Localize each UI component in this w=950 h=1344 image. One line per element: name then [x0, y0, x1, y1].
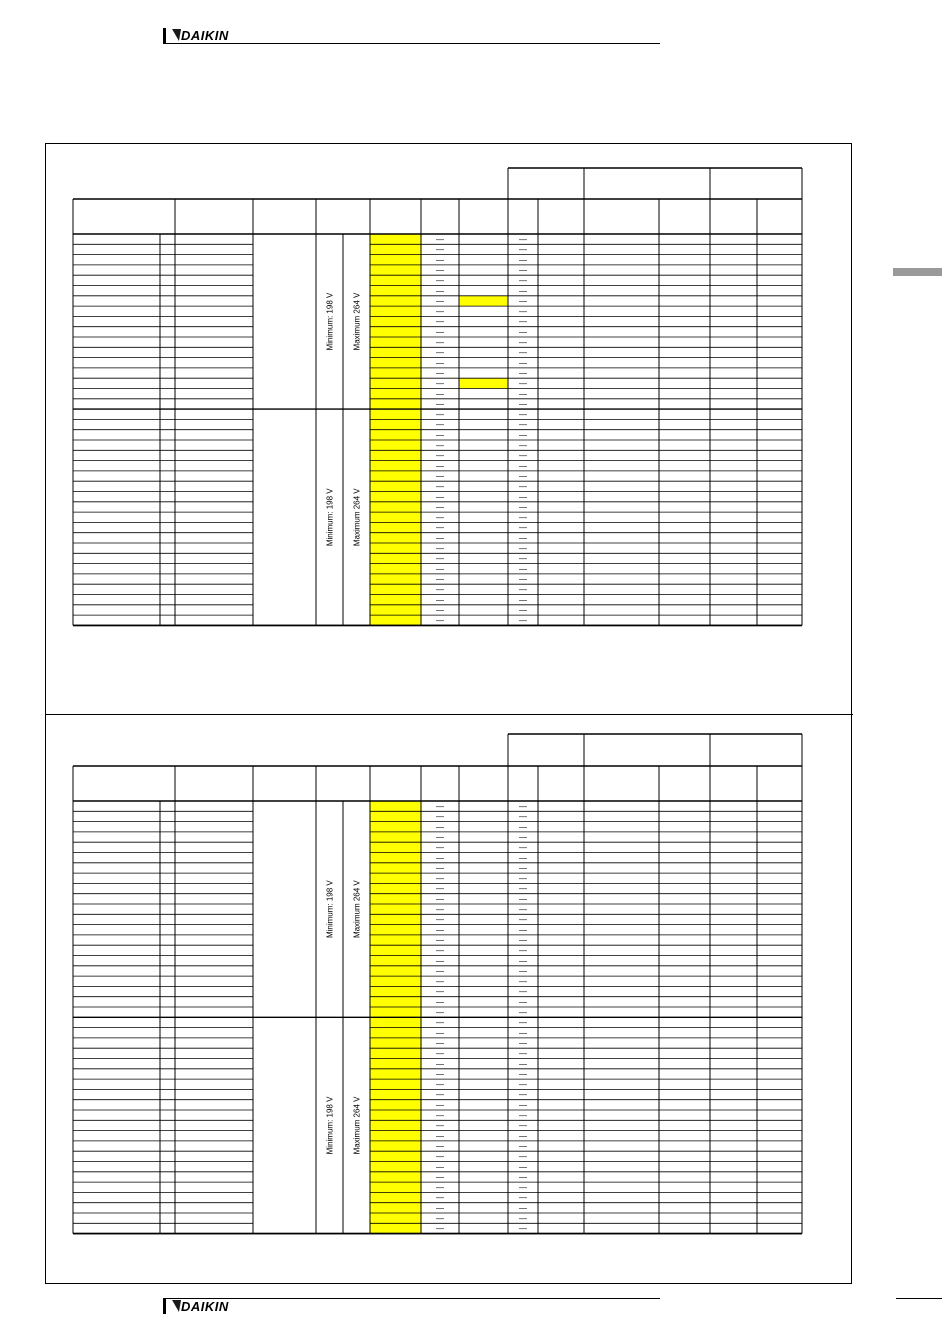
dash-mark: — [519, 492, 527, 502]
dash-mark: — [436, 1049, 444, 1058]
dash-mark: — [436, 368, 444, 378]
dash-mark: — [519, 904, 527, 914]
dash-mark: — [519, 234, 527, 244]
dash-mark: — [436, 1007, 444, 1017]
dash-mark: — [436, 822, 444, 832]
dash-mark: — [436, 1069, 444, 1079]
logo-bar [163, 1299, 166, 1314]
voltage-maximum-label: Maximum 264 V [352, 292, 362, 351]
dash-mark: — [436, 471, 444, 481]
dash-mark: — [519, 543, 527, 553]
dash-mark: — [436, 492, 444, 502]
dash-mark: — [436, 1141, 444, 1151]
dash-mark: — [436, 987, 444, 997]
dash-mark: — [519, 337, 527, 347]
dash-mark: — [436, 451, 444, 461]
dash-mark: — [519, 1193, 527, 1203]
dash-mark: — [519, 502, 527, 512]
dash-mark: — [436, 420, 444, 430]
dash-mark: — [436, 430, 444, 440]
dash-mark: — [519, 409, 527, 419]
dash-mark: — [519, 358, 527, 368]
dash-mark: — [519, 801, 527, 811]
dash-mark: — [436, 873, 444, 883]
dash-mark: — [436, 1172, 444, 1182]
footer-logo [163, 1298, 229, 1314]
dash-mark: — [519, 585, 527, 594]
dash-mark: — [519, 935, 527, 945]
dash-mark: — [436, 482, 444, 491]
dash-mark: — [436, 337, 444, 347]
dash-mark: — [519, 399, 527, 409]
dash-mark: — [519, 1018, 527, 1028]
dash-mark: — [519, 306, 527, 316]
dash-mark: — [519, 1038, 527, 1048]
voltage-maximum-label: Maximum 264 V [352, 1096, 362, 1155]
dash-mark: — [519, 1069, 527, 1079]
footer-rule [163, 1298, 660, 1299]
dash-mark: — [519, 245, 527, 255]
dash-mark: — [519, 265, 527, 275]
dash-mark: — [519, 276, 527, 285]
dash-mark: — [519, 574, 527, 584]
dash-mark: — [436, 1131, 444, 1141]
dash-mark: — [519, 554, 527, 564]
voltage-minimum-label: Minimum: 198 V [325, 880, 335, 939]
dash-mark: — [519, 822, 527, 832]
dash-mark: — [519, 1090, 527, 1100]
dash-mark: — [436, 595, 444, 605]
dash-mark: — [436, 440, 444, 450]
dash-mark: — [519, 1049, 527, 1058]
dash-mark: — [436, 1213, 444, 1223]
dash-mark: — [519, 512, 527, 522]
dash-mark: — [519, 946, 527, 955]
dash-mark: — [519, 863, 527, 873]
dash-mark: — [436, 461, 444, 471]
dash-mark: — [436, 997, 444, 1007]
dash-mark: — [436, 832, 444, 842]
voltage-maximum-label: Maximum 264 V [352, 488, 362, 547]
dash-mark: — [519, 286, 527, 296]
dash-mark: — [519, 1059, 527, 1069]
dash-mark: — [519, 1028, 527, 1038]
dash-mark: — [519, 812, 527, 822]
dash-mark: — [519, 523, 527, 533]
dash-mark: — [519, 379, 527, 388]
dash-mark: — [436, 379, 444, 388]
dash-mark: — [519, 1203, 527, 1213]
dash-mark: — [436, 1028, 444, 1038]
dash-mark: — [436, 853, 444, 863]
dash-mark: — [519, 440, 527, 450]
dash-mark: — [436, 1038, 444, 1048]
dash-mark: — [519, 1182, 527, 1192]
dash-mark: — [519, 1141, 527, 1151]
dash-mark: — [436, 409, 444, 419]
header-brand: DAIKIN [181, 27, 229, 43]
dash-mark: — [436, 843, 444, 852]
dash-mark: — [436, 389, 444, 399]
dash-mark: — [519, 1213, 527, 1223]
dash-mark: — [436, 234, 444, 244]
dash-mark: — [436, 296, 444, 306]
dash-mark: — [436, 348, 444, 358]
dash-mark: — [519, 843, 527, 852]
dash-mark: — [436, 1224, 444, 1234]
dash-mark: — [519, 533, 527, 543]
dash-mark: — [519, 296, 527, 306]
dash-mark: — [519, 1079, 527, 1089]
dash-mark: — [519, 1152, 527, 1161]
dash-mark: — [519, 420, 527, 430]
dash-mark: — [519, 471, 527, 481]
voltage-minimum-label: Minimum: 198 V [325, 1096, 335, 1155]
dash-mark: — [436, 956, 444, 966]
voltage-minimum-label: Minimum: 198 V [325, 488, 335, 547]
voltage-minimum-label: Minimum: 198 V [325, 292, 335, 351]
dash-mark: — [436, 512, 444, 522]
dash-mark: — [519, 915, 527, 925]
dash-mark: — [519, 925, 527, 935]
dash-mark: — [436, 1079, 444, 1089]
dash-mark: — [519, 1162, 527, 1172]
dash-mark: — [519, 451, 527, 461]
dash-mark: — [436, 255, 444, 265]
daikin-logo-icon [170, 1300, 181, 1312]
dash-mark: — [519, 873, 527, 883]
dash-mark: — [519, 389, 527, 399]
dash-mark: — [436, 904, 444, 914]
page-number-rule [896, 1298, 942, 1299]
dash-mark: — [519, 997, 527, 1007]
dash-mark: — [519, 348, 527, 358]
dash-mark: — [436, 574, 444, 584]
dash-mark: — [436, 976, 444, 986]
dash-mark: — [519, 615, 527, 625]
dash-mark: — [519, 317, 527, 327]
dash-mark: — [436, 1059, 444, 1069]
dash-mark: — [436, 1110, 444, 1120]
dash-mark: — [436, 863, 444, 873]
dash-mark: — [436, 523, 444, 533]
dash-mark: — [436, 894, 444, 904]
dash-mark: — [519, 966, 527, 976]
dash-mark: — [436, 801, 444, 811]
dash-mark: — [436, 615, 444, 625]
dash-mark: — [436, 946, 444, 955]
dash-mark: — [436, 925, 444, 935]
dash-mark: — [519, 430, 527, 440]
dash-mark: — [519, 605, 527, 615]
dash-mark: — [436, 935, 444, 945]
dash-mark: — [436, 1090, 444, 1100]
dash-mark: — [519, 832, 527, 842]
dash-mark: — [519, 461, 527, 471]
dash-mark: — [519, 1100, 527, 1110]
footer-brand: DAIKIN [181, 1298, 229, 1314]
dash-mark: — [519, 894, 527, 904]
dash-mark: — [436, 533, 444, 543]
dash-mark: — [436, 1152, 444, 1161]
dash-mark: — [436, 915, 444, 925]
dash-mark: — [519, 1110, 527, 1120]
dash-mark: — [519, 884, 527, 894]
dash-mark: — [519, 853, 527, 863]
dash-mark: — [519, 564, 527, 574]
voltage-maximum-label: Maximum 264 V [352, 880, 362, 939]
dash-mark: — [436, 1182, 444, 1192]
dash-mark: — [519, 368, 527, 378]
dash-mark: — [436, 1193, 444, 1203]
dash-mark: — [436, 502, 444, 512]
dash-mark: — [436, 286, 444, 296]
dash-mark: — [436, 884, 444, 894]
dash-mark: — [436, 306, 444, 316]
dash-mark: — [436, 276, 444, 285]
dash-mark: — [436, 1018, 444, 1028]
dash-mark: — [519, 255, 527, 265]
dash-mark: — [519, 956, 527, 966]
dash-mark: — [436, 543, 444, 553]
dash-mark: — [436, 399, 444, 409]
dash-mark: — [519, 595, 527, 605]
dash-mark: — [436, 966, 444, 976]
dash-mark: — [436, 358, 444, 368]
dash-mark: — [519, 976, 527, 986]
dash-mark: — [519, 987, 527, 997]
dash-mark: — [436, 245, 444, 255]
dash-mark: — [436, 554, 444, 564]
dash-mark: — [436, 605, 444, 615]
dash-mark: — [436, 564, 444, 574]
dash-mark: — [519, 1121, 527, 1131]
dash-mark: — [436, 327, 444, 337]
dash-mark: — [436, 1100, 444, 1110]
dash-mark: — [436, 317, 444, 327]
dash-mark: — [436, 585, 444, 594]
dash-mark: — [436, 1203, 444, 1213]
dash-mark: — [436, 1162, 444, 1172]
dash-mark: — [436, 1121, 444, 1131]
dash-mark: — [436, 812, 444, 822]
dash-mark: — [519, 1007, 527, 1017]
dash-mark: — [519, 1172, 527, 1182]
dash-mark: — [436, 265, 444, 275]
dash-mark: — [519, 482, 527, 491]
dash-mark: — [519, 1131, 527, 1141]
dash-mark: — [519, 1224, 527, 1234]
dash-mark: — [519, 327, 527, 337]
